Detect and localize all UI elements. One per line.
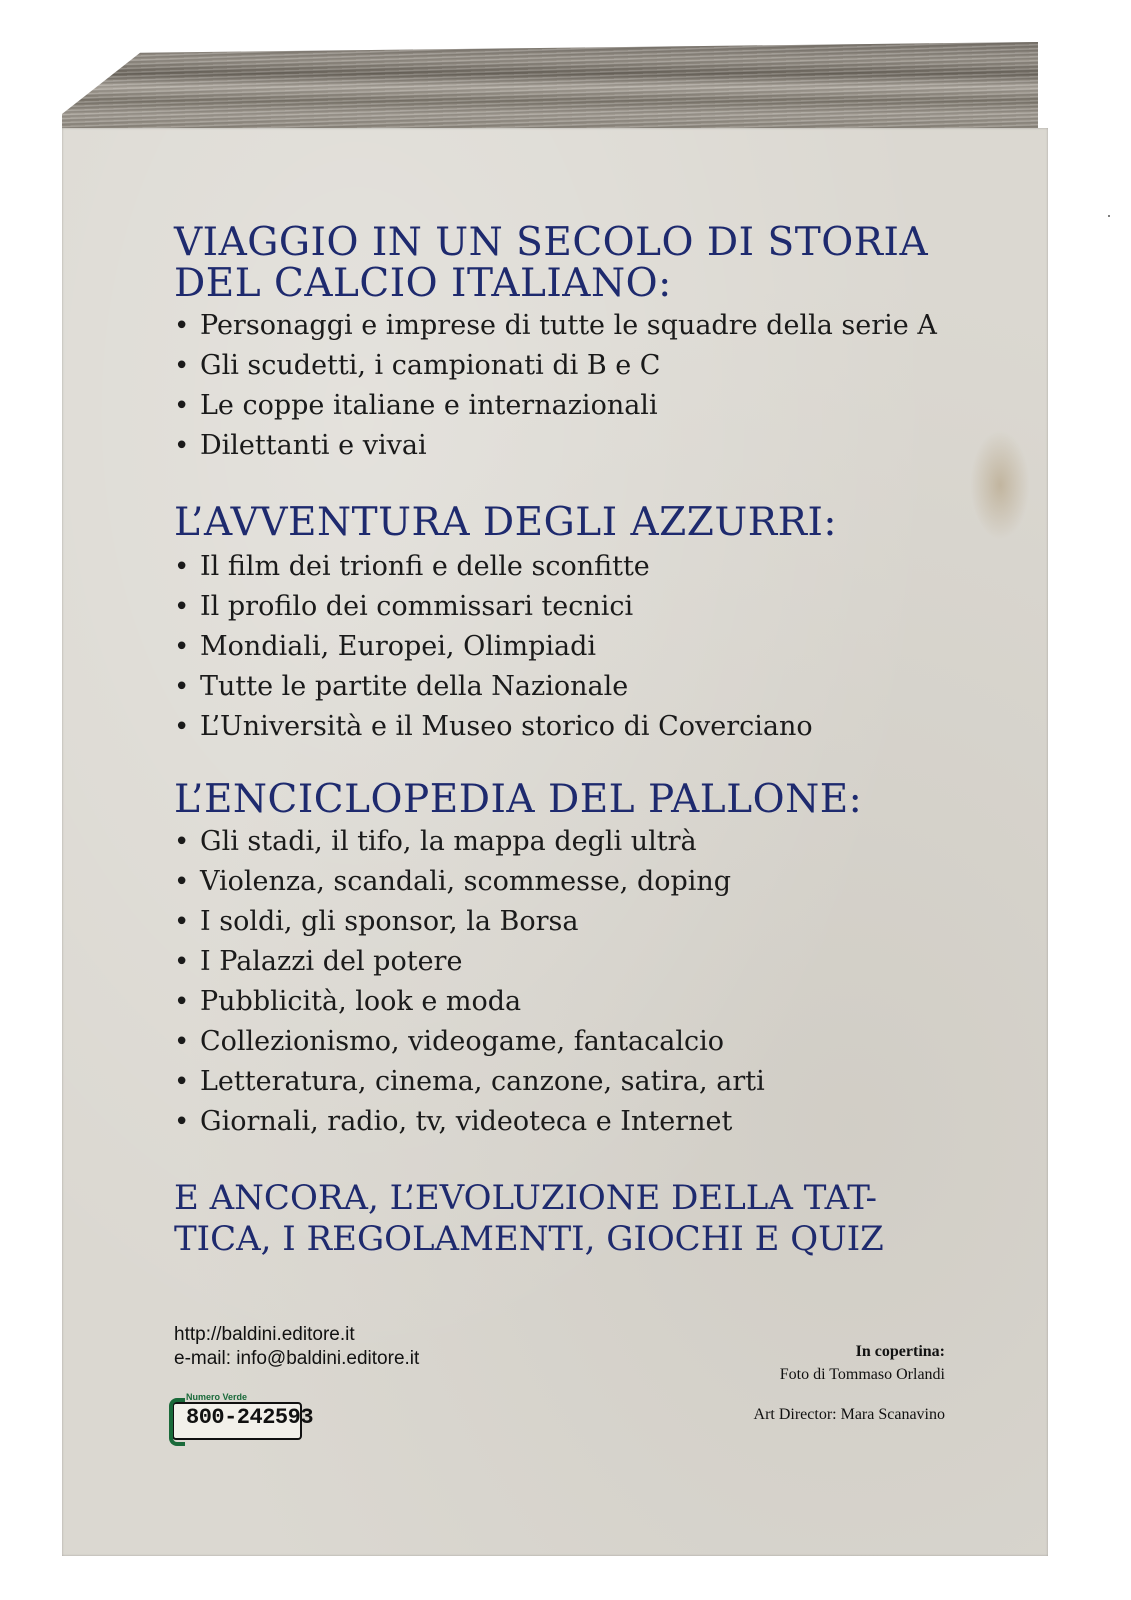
section-heading-storia xyxy=(174,222,928,304)
heading-line: DEL CALCIO ITALIANO: xyxy=(174,261,672,306)
heading-line: L’AVVENTURA DEGLI AZZURRI: xyxy=(174,500,837,545)
cover-credit-value: Foto di Tommaso Orlandi xyxy=(779,1366,945,1383)
page-edges-texture xyxy=(62,42,1038,132)
list-item: • Collezionismo, videogame, fantacalcio xyxy=(174,1022,765,1062)
list-item: • L’Università e il Museo storico di Coverciano xyxy=(174,707,813,747)
list-item: • Giornali, radio, tv, videoteca e Internet xyxy=(174,1102,765,1142)
list-item: • I Palazzi del potere xyxy=(174,942,765,982)
email-address: e-mail: info@baldini.editore.it xyxy=(174,1348,420,1369)
list-item: • Il profilo dei commissari tecnici xyxy=(174,587,813,627)
list-item: • Violenza, scandali, scommesse, doping xyxy=(174,862,765,902)
list-item: • Gli stadi, il tifo, la mappa degli ultrà xyxy=(174,822,765,862)
closing-heading xyxy=(174,1178,884,1260)
list-item: • Le coppe italiane e internazionali xyxy=(174,386,937,426)
section-heading-azzurri xyxy=(174,502,837,543)
website-url: http://baldini.editore.it xyxy=(174,1324,355,1345)
heading-line: TICA, I REGOLAMENTI, GIOCHI E QUIZ xyxy=(174,1219,884,1259)
list-item: • I soldi, gli sponsor, la Borsa xyxy=(174,902,765,942)
cover-credit-label: In copertina: xyxy=(855,1343,945,1360)
list-item: • Personaggi e imprese di tutte le squadre della serie A xyxy=(174,306,937,346)
publisher-contacts xyxy=(174,1323,419,1371)
art-director-credit: Art Director: Mara Scanavino xyxy=(753,1406,945,1423)
section-list-enciclopedia xyxy=(174,822,765,1142)
numero-verde-number: 800-242593 xyxy=(186,1405,314,1430)
section-heading-enciclopedia xyxy=(174,779,862,820)
section-list-azzurri xyxy=(174,547,813,747)
dust-speck xyxy=(1108,215,1110,217)
section-list-storia xyxy=(174,306,937,466)
list-item: • Tutte le partite della Nazionale xyxy=(174,667,813,707)
numero-verde-badge xyxy=(172,1392,314,1440)
list-item: • Il film dei trionfi e delle sconfitte xyxy=(174,547,813,587)
phone-handset-icon xyxy=(169,1398,185,1446)
list-item: • Gli scudetti, i campionati di B e C xyxy=(174,346,937,386)
list-item: • Letteratura, cinema, canzone, satira, arti xyxy=(174,1062,765,1102)
heading-line: VIAGGIO IN UN SECOLO DI STORIA xyxy=(174,220,929,265)
numero-verde-label: Numero Verde xyxy=(186,1392,248,1402)
list-item: • Pubblicità, look e moda xyxy=(174,982,765,1022)
heading-line: L’ENCICLOPEDIA DEL PALLONE: xyxy=(174,777,863,822)
list-item: • Mondiali, Europei, Olimpiadi xyxy=(174,627,813,667)
heading-line: E ANCORA, L’EVOLUZIONE DELLA TAT- xyxy=(174,1178,878,1218)
list-item: • Dilettanti e vivai xyxy=(174,426,937,466)
cover-credits xyxy=(780,1340,945,1386)
